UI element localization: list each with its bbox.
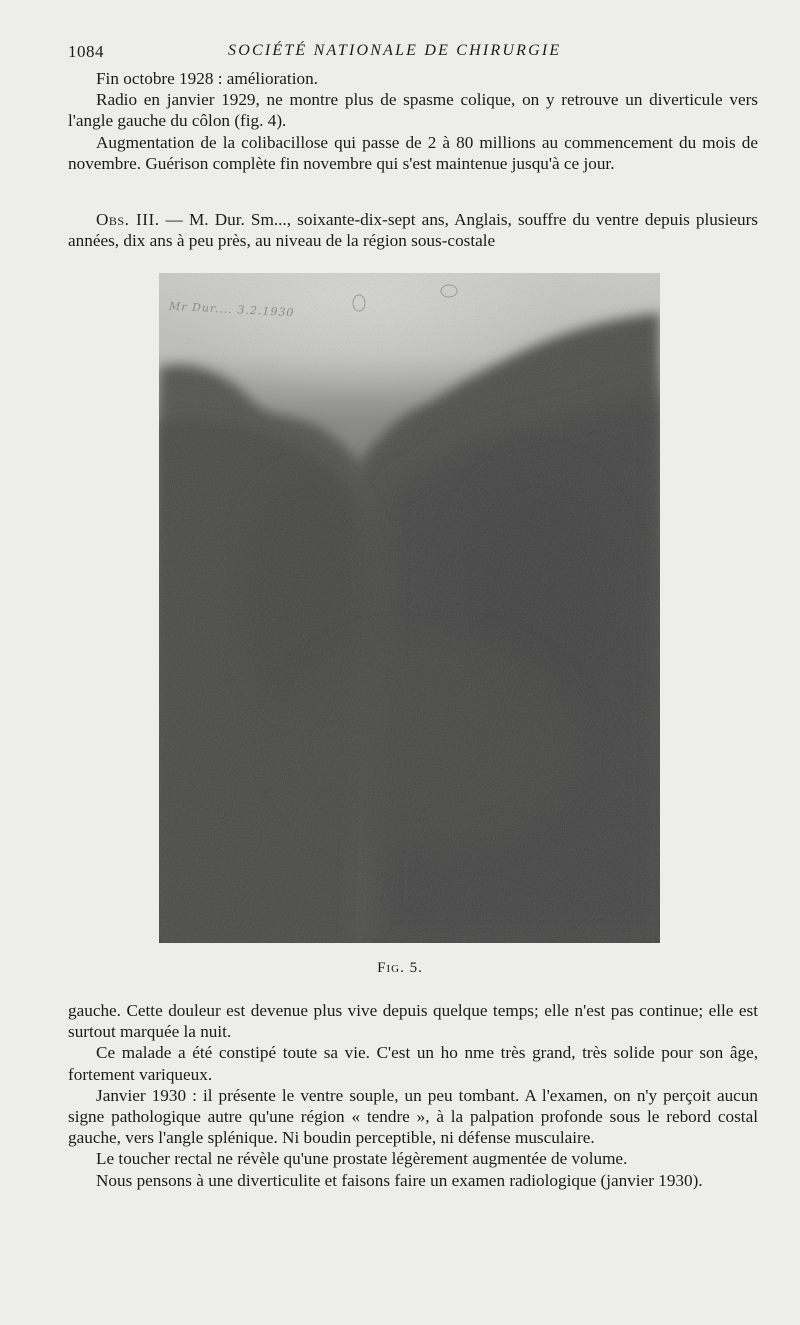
radiograph-annotation: Mr Dur.... 3.2.1930	[168, 299, 295, 320]
text-block-top	[68, 68, 758, 174]
paragraph: Radio en janvier 1929, ne montre plus de spasme colique, on y retrouve un diverticule vers l'angle gauche du côlon (fig. 4).	[68, 90, 758, 131]
observation-paragraph	[68, 209, 758, 251]
paragraph: gauche. Cette douleur est devenue plus vive depuis quelque temps; elle n'est pas continue; elle est surtout marquée la nuit.	[68, 1001, 758, 1042]
paragraph: Ce malade a été constipé toute sa vie. C'est un ho nme très grand, très solide pour son âge, fortement variqueux.	[68, 1043, 758, 1084]
radiograph-image	[159, 273, 660, 943]
figure-caption-text: Fig. 5.	[377, 960, 423, 976]
paragraph: Augmentation de la colibacillose qui passe de 2 à 80 millions au commencement du mois de novembre. Guérison complète fin novembre qui s'est maintenue jusqu'à ce jour.	[68, 132, 758, 173]
page-number: 1084	[68, 42, 104, 61]
observation-label: Obs. III.	[96, 210, 160, 229]
text-block-bottom	[68, 1000, 758, 1191]
observation-text: — M. Dur. Sm..., soixante-dix-sept ans, Anglais, souffre du ventre depuis plusieurs années, dix ans à peu près, au niveau de la région sous-costale	[68, 210, 758, 251]
figure-caption	[0, 960, 800, 977]
paragraph: Fin octobre 1928 : amélioration.	[96, 69, 318, 88]
radiograph-figure	[159, 273, 660, 943]
paragraph: Janvier 1930 : il présente le ventre souple, un peu tombant. A l'examen, on n'y perçoit aucun signe pathologique autre qu'une région « tendre », à la palpation profonde sous le rebord costal gauche, vers l'angle splénique. Ni boudin perceptible, ni défense musculaire.	[68, 1085, 758, 1148]
running-head	[68, 42, 758, 64]
paragraph: Nous pensons à une diverticulite et faisons faire un examen radiologique (janvier 1930).	[96, 1170, 703, 1190]
observation-block	[68, 209, 758, 251]
paragraph: Le toucher rectal ne révèle qu'une prostate légèrement augmentée de volume.	[96, 1149, 628, 1169]
journal-title: SOCIÉTÉ NATIONALE DE CHIRURGIE	[228, 42, 562, 59]
